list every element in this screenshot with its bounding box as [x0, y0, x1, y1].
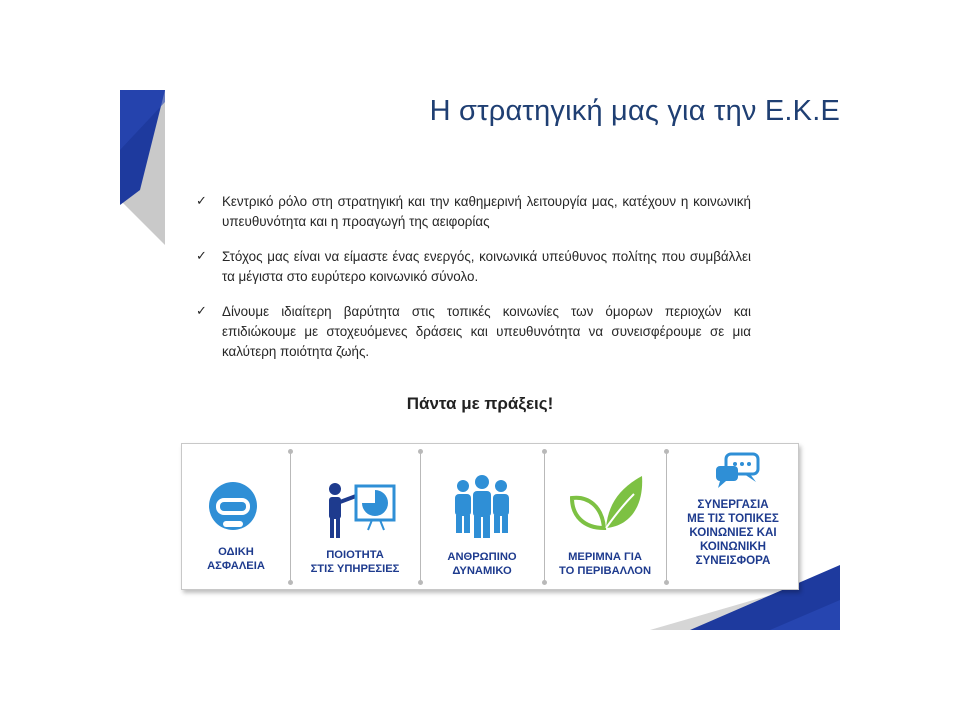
banner-item-human-resources	[420, 444, 544, 589]
top-left-decoration	[120, 90, 165, 245]
bullet-item	[196, 192, 751, 232]
checkmark-icon: ✓	[196, 194, 207, 209]
bullet-list	[196, 192, 751, 377]
chat-bubbles-icon	[714, 452, 760, 490]
banner-item-label: ΑΝΘΡΩΠΙΝΟ ΔΥΝΑΜΙΚΟ	[447, 551, 517, 577]
banner-item-environment	[544, 444, 666, 589]
values-banner	[181, 443, 799, 590]
checkmark-icon: ✓	[196, 249, 207, 264]
banner-item-local-communities	[666, 444, 800, 589]
people-group-icon	[450, 474, 514, 540]
leaves-icon	[566, 470, 646, 532]
motto: Πάντα με πράξεις!	[406, 394, 554, 413]
page-title: Η στρατηγική μας για την Ε.Κ.Ε	[429, 95, 840, 127]
bullet-item	[196, 247, 751, 287]
banner-item-label: ΟΔΙΚΗ ΑΣΦΑΛΕΙΑ	[207, 546, 265, 572]
banner-item-label: ΣΥΝΕΡΓΑΣΙΑ ΜΕ ΤΙΣ ΤΟΠΙΚΕΣ ΚΟΙΝΩΝΙΕΣ ΚΑΙ ΚΟΙΝΩΝΙΚΗ ΣΥΝΕΙΣΦΟΡΑ	[687, 498, 779, 567]
banner-item-service-quality	[290, 444, 420, 589]
presentation-chart-icon	[324, 482, 396, 540]
bullet-text: Στόχος μας είναι να είμαστε ένας ενεργός, κοινωνικά υπεύθυνος πολίτης που συμβάλλει τα μέγιστα στο ευρύτερο κοινωνικό σύνολο.	[222, 249, 751, 284]
banner-item-label: ΜΕΡΙΜΝΑ ΓΙΑ ΤΟ ΠΕΡΙΒΑΛΛΟΝ	[558, 551, 652, 577]
bullet-text: Κεντρικό ρόλο στη στρατηγική και την καθημερινή λειτουργία μας, κατέχουν η κοινωνική υπευθυνότητα και η προαγωγή της αειφορίας	[222, 194, 751, 229]
bullet-item	[196, 302, 751, 362]
checkmark-icon: ✓	[196, 304, 207, 319]
banner-item-road-safety	[182, 444, 290, 589]
helmet-icon	[208, 480, 258, 532]
bullet-text: Δίνουμε ιδιαίτερη βαρύτητα στις τοπικές κοινωνίες των όμορων περιοχών και επιδιώκουμε με στοχευόμενες δράσεις και υπευθυνότητα να συνεισφέρουμε σε μια καλύτερη ποιότητα ζωής.	[222, 304, 751, 359]
banner-item-label: ΠΟΙΟΤΗΤΑ ΣΤΙΣ ΥΠΗΡΕΣΙΕΣ	[310, 549, 400, 575]
